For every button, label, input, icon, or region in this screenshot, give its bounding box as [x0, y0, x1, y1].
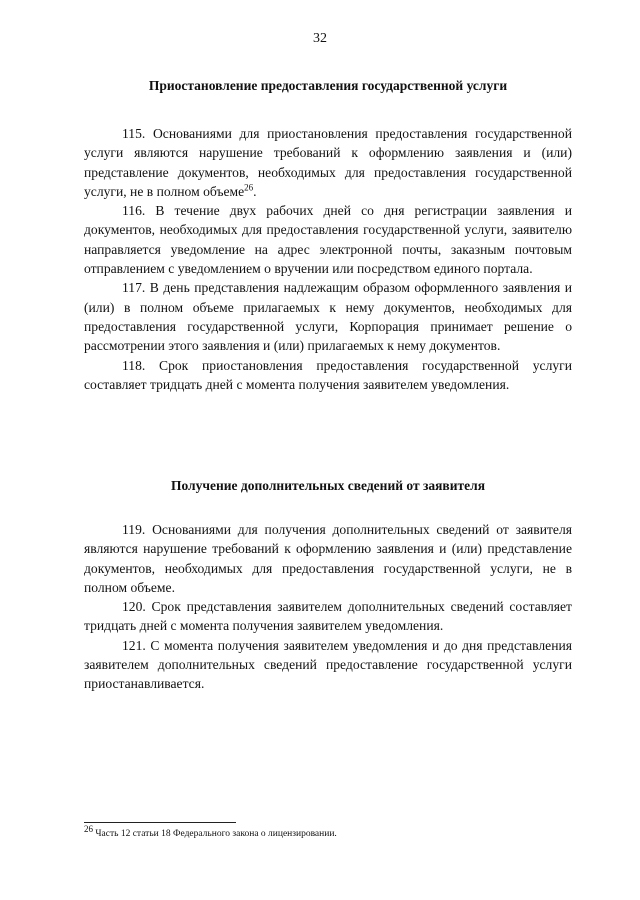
- section-heading-suspension: Приостановление предоставления государственной услуги: [148, 78, 508, 93]
- footnote-reference: 26: [244, 182, 254, 193]
- footnote-text: Часть 12 статьи 18 Федерального закона о лицензировании.: [95, 829, 337, 840]
- section-additional-info-body: [84, 520, 572, 694]
- paragraph-119: 119. Основаниями для получения дополнительных сведений от заявителя являются нарушение требований к оформлению заявления и (или) представление документов, необходимых для предоставления государственной услуги, не в полном объеме.: [84, 522, 572, 595]
- section-heading-additional-info: Получение дополнительных сведений от заявителя: [170, 478, 486, 493]
- page-number: 32: [313, 31, 327, 46]
- paragraph-115: 115. Основаниями для приостановления предоставления государственной услуги являются нарушение требований к оформлению заявления и (или) представление документов, необходимых для предоставления государственной услуги, не в полном объеме$^{26}$.: [84, 126, 572, 199]
- paragraph-117: 117. В день представления надлежащим образом оформленного заявления и (или) в полном объеме прилагаемых к нему документов, необходимых для предоставления государственной услуги, Корпорация принимает решение о рассмотрении этого заявления и (или) прилагаемых к нему документов.: [84, 280, 572, 354]
- paragraph-116: 116. В течение двух рабочих дней со дня регистрации заявления и документов, необходимых для предоставления государственной услуги, заявителю направляется уведомление на адрес электронной почты, заказным почтовым отправлением с уведомлением о вручении или посредством единого портала.: [84, 203, 572, 277]
- paragraph-120: 120. Срок представления заявителем дополнительных сведений составляет тридцать дней с момента получения заявителем уведомления.: [84, 599, 572, 634]
- footnote: [84, 824, 572, 840]
- paragraph-121: 121. С момента получения заявителем уведомления и до дня представления заявителем дополнительных сведений предоставление государственной услуги приостанавливается.: [84, 637, 572, 692]
- footnote-number: 26: [84, 824, 93, 834]
- paragraph-118: 118. Срок приостановления предоставления государственной услуги составляет тридцать дней с момента получения заявителем уведомления.: [84, 357, 572, 392]
- footnote-divider: [84, 822, 236, 823]
- section-suspension-body: [84, 124, 572, 394]
